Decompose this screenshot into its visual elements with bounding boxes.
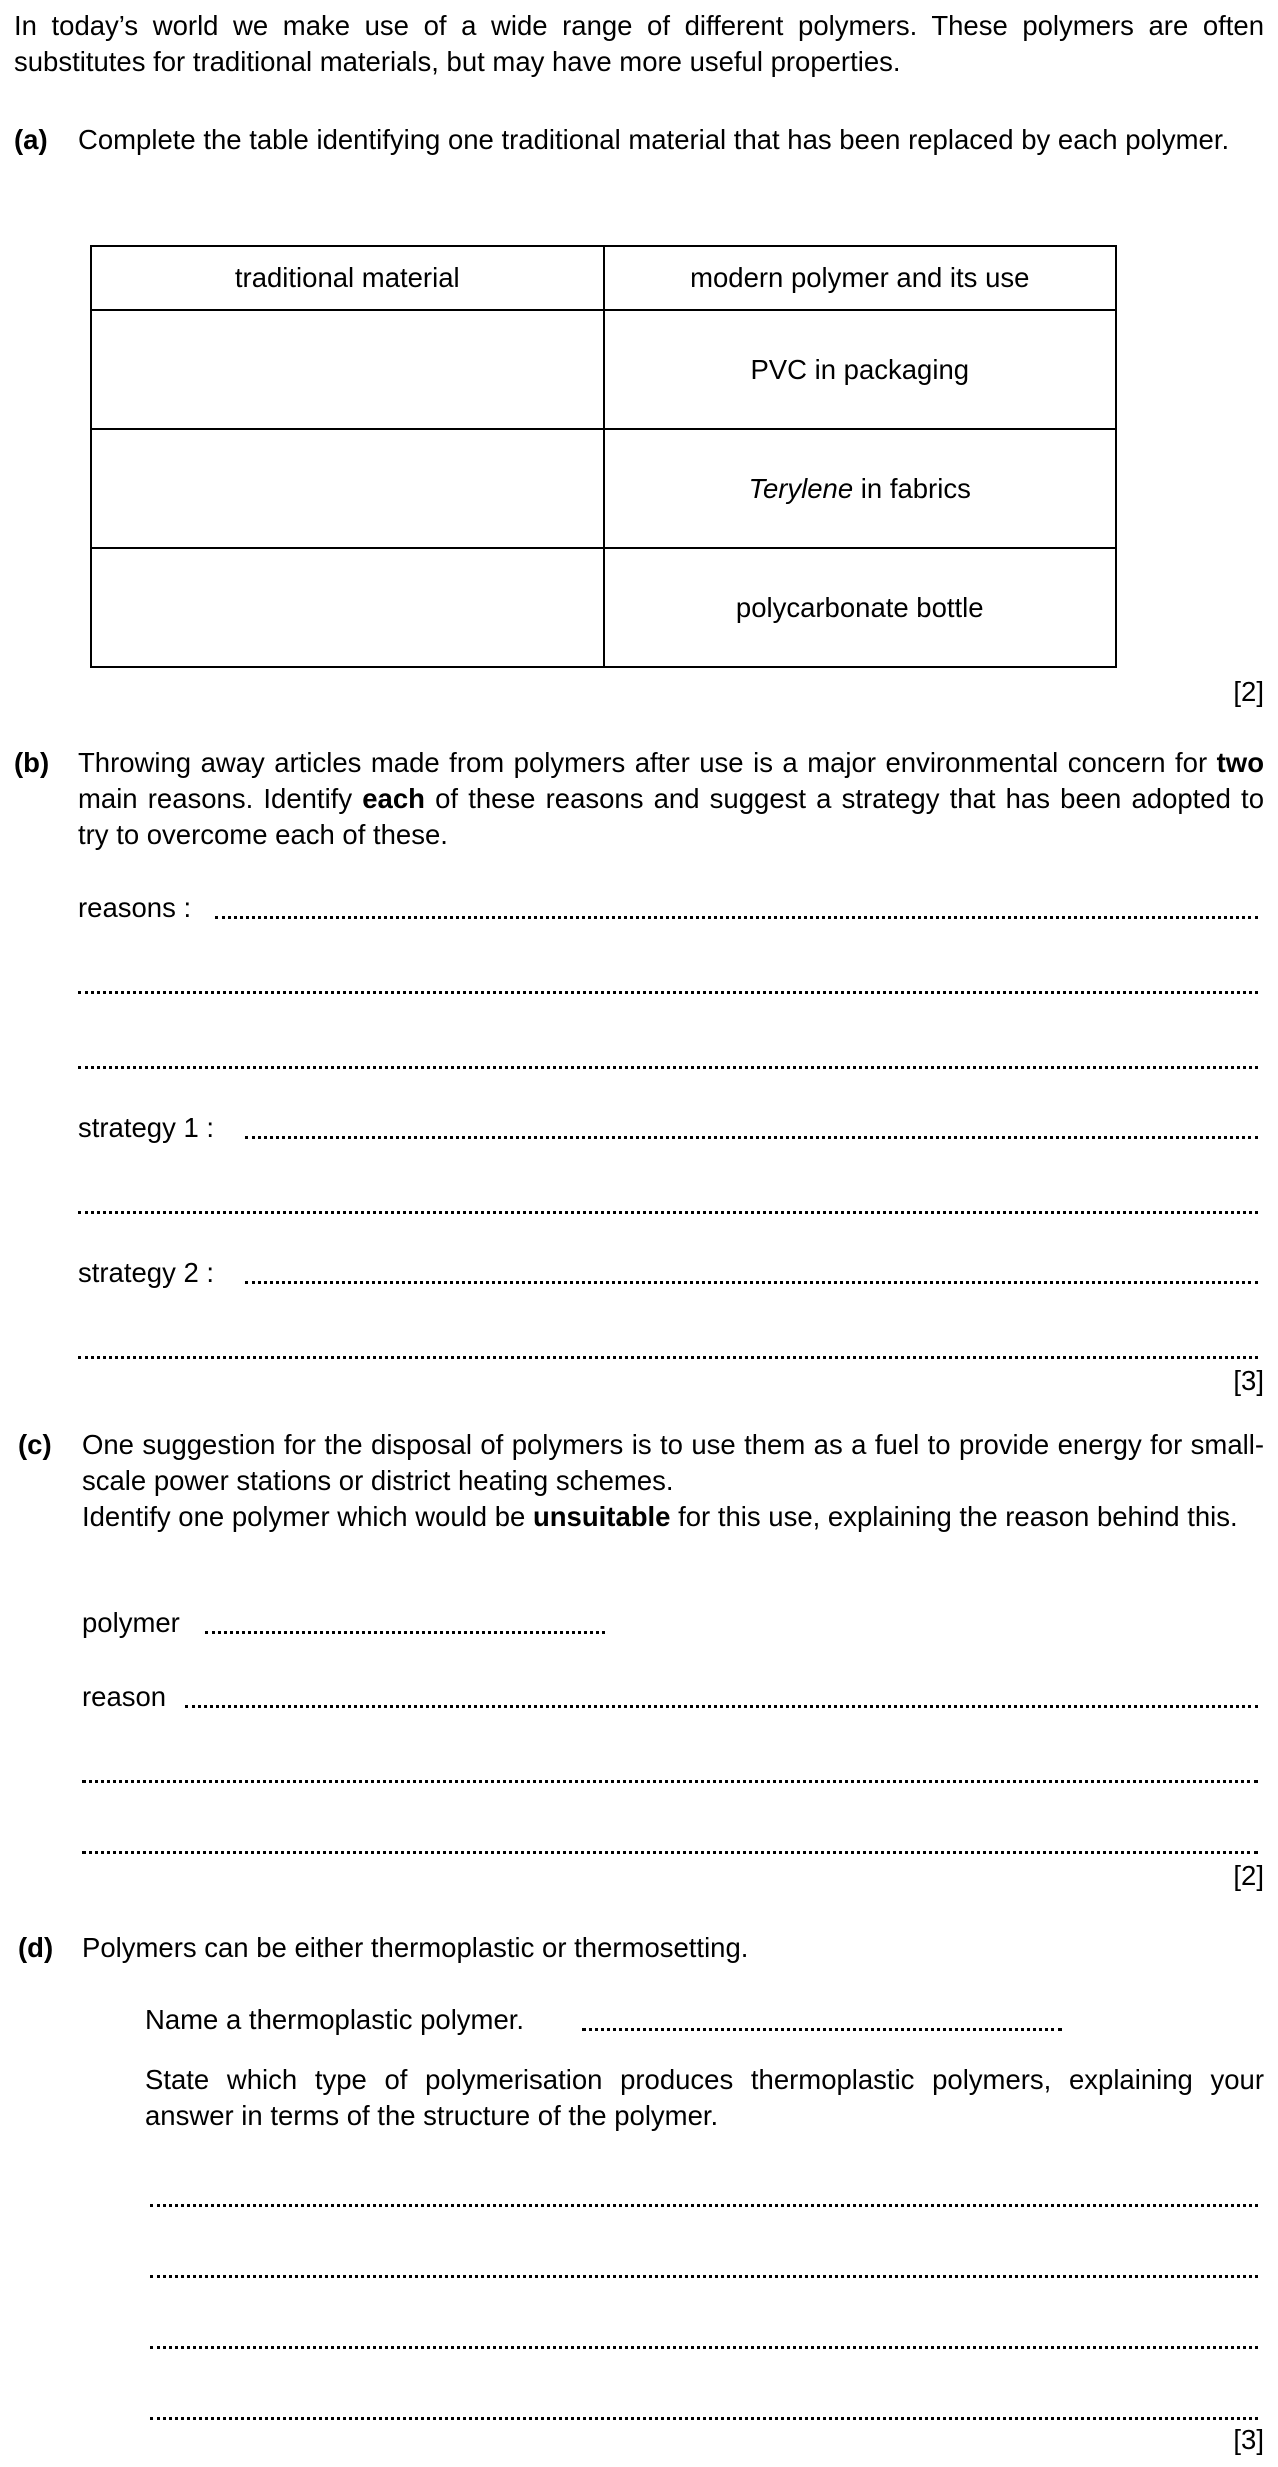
part-d-question: Polymers can be either thermoplastic or thermosetting. — [82, 1932, 749, 1963]
reasons-answer-line-3[interactable] — [78, 1038, 1258, 1069]
polymer-label: polymer — [82, 1607, 180, 1638]
strategy-2-answer-line-2[interactable] — [78, 1328, 1258, 1359]
strategy-2-answer-line-1[interactable] — [245, 1253, 1258, 1284]
part-b-label: (b) — [14, 747, 50, 778]
polymer-cell-2: Terylene in fabrics — [604, 429, 1117, 548]
part-a-marks: [2] — [1233, 676, 1264, 707]
intro-text: In today’s world we make use of a wide range of different polymers. These polymers are often substitutes for traditional materials, but may have more useful properties. — [14, 10, 1264, 77]
reasons-answer-line-1[interactable] — [215, 888, 1258, 919]
polymer-answer-line[interactable] — [205, 1603, 605, 1634]
part-c-question-2: Identify one polymer which would be unsuitable for this use, explaining the reason behind this. — [82, 1501, 1238, 1532]
part-b-marks: [3] — [1233, 1365, 1264, 1396]
table-row — [91, 429, 1116, 548]
strategy-1-answer-line-2[interactable] — [78, 1183, 1258, 1214]
part-a-label: (a) — [14, 124, 48, 155]
part-d-answer-line-2[interactable] — [150, 2247, 1258, 2278]
header-traditional-material: traditional material — [91, 246, 604, 310]
part-c-label: (c) — [18, 1429, 52, 1460]
strategy-1-label: strategy 1 : — [78, 1112, 215, 1143]
part-c-question-1: One suggestion for the disposal of polymers is to use them as a fuel to provide energy for small-scale power stations or district heating schemes. — [82, 1429, 1264, 1496]
reasons-label: reasons : — [78, 892, 192, 923]
answer-cell-material-1[interactable] — [91, 310, 604, 429]
thermoplastic-name-answer-line[interactable] — [582, 2000, 1062, 2031]
part-c-marks: [2] — [1233, 1860, 1264, 1891]
part-d-label: (d) — [18, 1932, 54, 1963]
materials-table — [90, 245, 1117, 668]
answer-cell-material-3[interactable] — [91, 548, 604, 667]
reason-label: reason — [82, 1681, 167, 1712]
part-b-question: Throwing away articles made from polymers after use is a major environmental concern for two main reasons. Identify each of these reasons and suggest a strategy that has been adopted to try to overcome each of these. — [78, 747, 1264, 850]
strategy-2-label: strategy 2 : — [78, 1257, 215, 1288]
part-a-question: Complete the table identifying one traditional material that has been replaced by each polymer. — [78, 124, 1230, 155]
part-d-answer-line-3[interactable] — [150, 2318, 1258, 2349]
answer-cell-material-2[interactable] — [91, 429, 604, 548]
table-row — [91, 548, 1116, 667]
polymer-cell-1: PVC in packaging — [604, 310, 1117, 429]
table-row — [91, 310, 1116, 429]
polymer-cell-3: polycarbonate bottle — [604, 548, 1117, 667]
reasons-answer-line-2[interactable] — [78, 963, 1258, 994]
header-modern-polymer: modern polymer and its use — [604, 246, 1117, 310]
reason-answer-line-1[interactable] — [185, 1677, 1258, 1708]
part-d-answer-line-4[interactable] — [150, 2389, 1258, 2420]
state-polymerisation-prompt: State which type of polymerisation produces thermoplastic polymers, explaining your answer in terms of the structure of the polymer. — [145, 2064, 1264, 2131]
name-thermoplastic-prompt: Name a thermoplastic polymer. — [145, 2004, 525, 2035]
reason-answer-line-3[interactable] — [82, 1823, 1258, 1854]
part-d-answer-line-1[interactable] — [150, 2176, 1258, 2207]
table-header-row — [91, 246, 1116, 310]
part-d-marks: [3] — [1233, 2424, 1264, 2455]
strategy-1-answer-line-1[interactable] — [245, 1108, 1258, 1139]
reason-answer-line-2[interactable] — [82, 1752, 1258, 1783]
